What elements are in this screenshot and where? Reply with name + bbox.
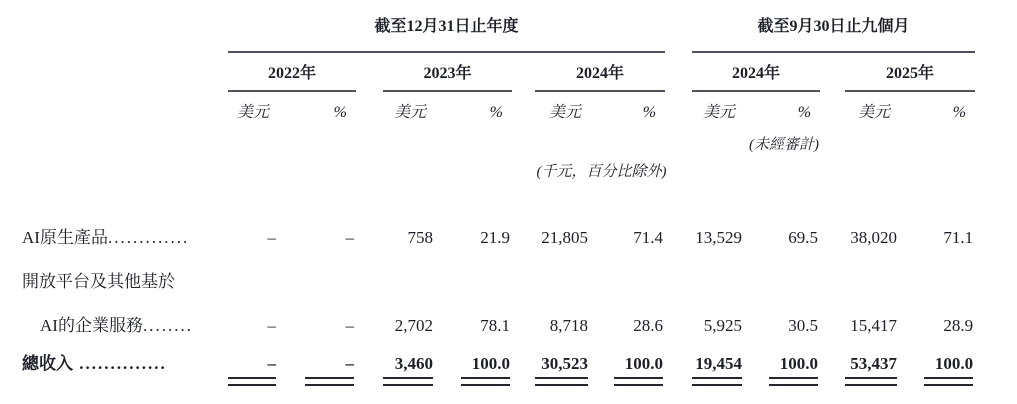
leader-dots: ........ — [142, 316, 193, 336]
group-header-annual: 截至12月31日止年度 — [228, 0, 665, 52]
double-rule — [924, 377, 973, 386]
empty-cell — [0, 0, 228, 52]
cell-value: 78.1 — [480, 316, 510, 336]
cell-value: 28.9 — [943, 316, 974, 336]
empty-cell — [975, 304, 1017, 348]
leader-dots: ............. — [107, 228, 190, 248]
double-rule — [769, 377, 818, 386]
cell-value: 71.4 — [633, 228, 664, 248]
unaudited-note: (未經審計) — [749, 137, 820, 154]
double-rule — [535, 377, 588, 386]
year-header-9m-2025: 2025年 — [845, 52, 975, 91]
cell-value: – — [267, 228, 276, 248]
total-value — [590, 348, 665, 404]
cell-value: 21.9 — [480, 228, 510, 248]
year-header-2022: 2022年 — [228, 52, 356, 91]
leader-dots: .............. — [73, 354, 167, 373]
double-rule — [614, 377, 663, 386]
empty-cell — [0, 154, 228, 184]
period-group-row — [0, 0, 1017, 52]
empty-cell — [0, 91, 228, 124]
year-header-2023: 2023年 — [383, 52, 512, 91]
column-gap — [665, 52, 692, 91]
year-header-2024: 2024年 — [535, 52, 665, 91]
column-gap — [820, 124, 845, 154]
total-value — [435, 348, 512, 404]
cell-value: 15,417 — [850, 316, 898, 336]
empty-cell — [975, 348, 1017, 404]
usd-header: 美元 — [393, 104, 426, 122]
empty-cell — [975, 91, 1017, 124]
column-gap — [356, 52, 383, 91]
usd-header: 美元 — [236, 104, 269, 122]
total-value — [278, 348, 356, 404]
pct-header: % — [952, 104, 967, 122]
double-rule — [305, 377, 354, 386]
usd-header: 美元 — [858, 104, 891, 122]
column-gap — [356, 216, 383, 260]
double-rule — [461, 377, 510, 386]
column-gap — [512, 348, 535, 404]
total-value-text: 100.0 — [471, 354, 510, 373]
column-gap — [665, 304, 692, 348]
empty-cell — [0, 124, 228, 154]
empty-cell — [0, 184, 1017, 216]
column-gap — [665, 348, 692, 404]
total-value-text: 100.0 — [624, 354, 664, 373]
spacer-row — [0, 184, 1017, 216]
row-label — [0, 304, 228, 348]
cell-value: 13,529 — [695, 228, 743, 248]
total-value-text: 100.0 — [779, 354, 819, 373]
column-gap — [665, 91, 692, 124]
column-gap — [820, 348, 845, 404]
cell-value: 28.6 — [633, 316, 664, 336]
total-value — [383, 348, 435, 404]
row-label-text: 開放平台及其他基於 — [22, 272, 175, 292]
unit-header-row — [0, 91, 1017, 124]
cell-value: 38,020 — [850, 228, 898, 248]
row-label-text: AI原生產品 — [22, 228, 108, 248]
empty-cell — [975, 154, 1017, 184]
total-value-text: 30,523 — [541, 354, 588, 373]
total-value-text: 3,460 — [394, 354, 433, 373]
column-gap — [356, 91, 383, 124]
column-gap — [356, 304, 383, 348]
unaudited-row — [0, 124, 1017, 154]
empty-cell — [975, 52, 1017, 91]
year-header-row — [0, 52, 1017, 91]
column-gap — [820, 216, 845, 260]
double-rule — [228, 377, 276, 386]
column-gap — [512, 216, 535, 260]
empty-cell — [0, 52, 228, 91]
total-label-text: 總收入 — [22, 354, 73, 373]
total-label — [0, 348, 228, 404]
table-row-ai-enterprise-services — [0, 304, 1017, 348]
total-value-text: 100.0 — [934, 354, 974, 373]
usd-header: 美元 — [703, 104, 736, 122]
table-row-total-revenue — [0, 348, 1017, 404]
row-label — [0, 260, 228, 304]
column-gap — [512, 52, 535, 91]
total-value — [535, 348, 590, 404]
double-rule — [845, 377, 897, 386]
column-gap — [665, 216, 692, 260]
cell-value: 30.5 — [788, 316, 819, 336]
pct-header: % — [489, 104, 503, 122]
column-gap — [512, 304, 535, 348]
units-note-row — [0, 154, 1017, 184]
cell-value: – — [345, 316, 354, 336]
pct-header: % — [642, 104, 657, 122]
total-value-text: 53,437 — [850, 354, 898, 373]
pct-header: % — [797, 104, 812, 122]
group-header-nine-month: 截至9月30日止九個月 — [692, 0, 975, 52]
cell-value: – — [345, 228, 354, 248]
column-gap — [665, 0, 692, 52]
column-gap — [665, 124, 692, 154]
total-value — [845, 348, 899, 404]
cell-value: 2,702 — [394, 316, 433, 336]
cell-value: 8,718 — [549, 316, 588, 336]
cell-value: 69.5 — [788, 228, 819, 248]
total-value — [692, 348, 744, 404]
empty-cell — [975, 0, 1017, 52]
cell-value: – — [267, 316, 276, 336]
total-value — [228, 348, 278, 404]
total-value-text: – — [267, 354, 276, 373]
year-header-9m-2024: 2024年 — [692, 52, 820, 91]
cell-value: 5,925 — [703, 316, 743, 336]
total-value-text: 19,454 — [695, 354, 743, 373]
pct-header: % — [333, 104, 347, 122]
double-rule — [692, 377, 742, 386]
units-note: (千元，百分比除外) — [536, 164, 667, 181]
row-label — [0, 216, 228, 260]
empty-cell — [228, 124, 665, 154]
total-value — [899, 348, 975, 404]
cell-value: 21,805 — [541, 228, 588, 248]
empty-cell — [228, 260, 1017, 304]
double-rule — [383, 377, 433, 386]
cell-value: 758 — [407, 228, 433, 248]
column-gap — [820, 91, 845, 124]
table-row-open-platform-label — [0, 260, 1017, 304]
empty-cell — [975, 216, 1017, 260]
row-label-text: AI的企業服務 — [40, 316, 143, 336]
empty-cell — [845, 124, 975, 154]
total-value — [744, 348, 820, 404]
column-gap — [512, 91, 535, 124]
cell-value: 71.1 — [943, 228, 974, 248]
total-value-text: – — [345, 354, 354, 373]
column-gap — [820, 304, 845, 348]
usd-header: 美元 — [548, 104, 581, 122]
table-row-ai-native-products — [0, 216, 1017, 260]
column-gap — [356, 348, 383, 404]
empty-cell — [975, 124, 1017, 154]
column-gap — [820, 52, 845, 91]
